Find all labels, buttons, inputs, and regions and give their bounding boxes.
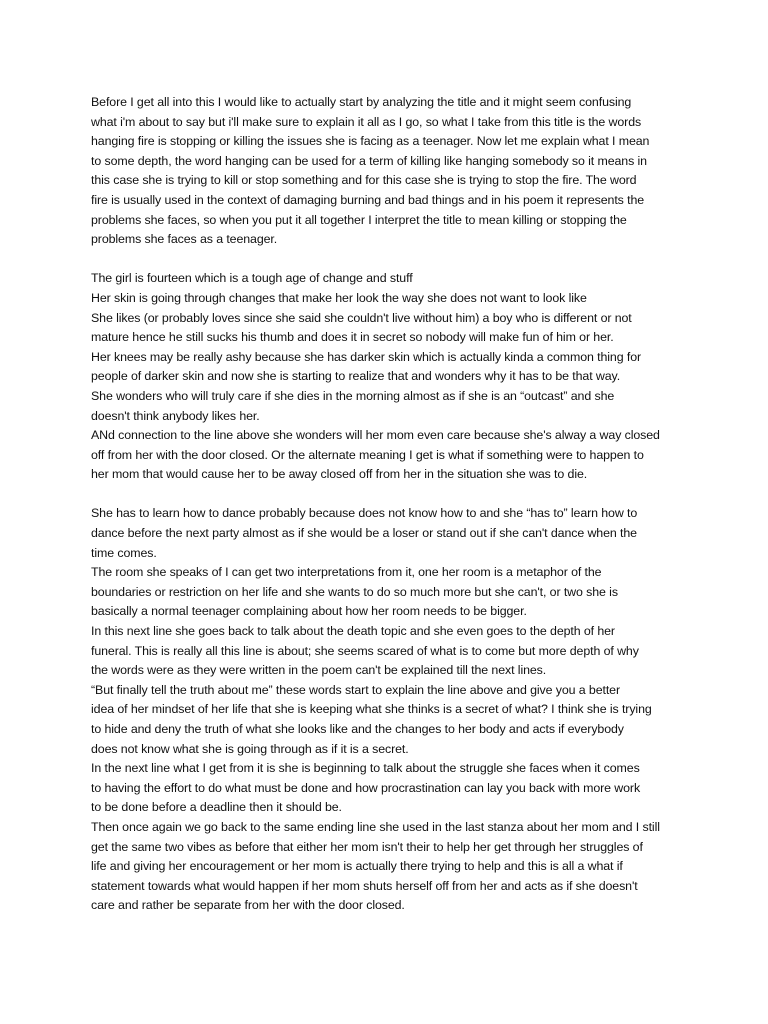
paragraph-second-stanza: She has to learn how to dance probably because does not know how to and she “has to” learn how to dance before the next party almost as if she would be a loser or stand out if she can't dance when the time comes. The room she speaks of I can get two interpretations from it, one her room is a metaphor of the boundaries or restriction on her life and she wants to do so much more but she can't, or two she is basically a normal teenager complaining about how her room needs to be bigger. In this next line she goes back to talk about the death topic and she even goes to the depth of her funeral. This is really all this line is about; she seems scared of what is to come but more depth of why the words were as they were written in the poem can't be explained till the next lines. “But finally tell the truth about me” these words start to explain the line above and give you a better idea of her mindset of her life that she is keeping what she thinks is a secret of what? I think she is trying to hide and deny the truth of what she looks like and the changes to her body and acts if everybody does not know what she is going through as if it is a secret. In the next line what I get from it is she is beginning to talk about the struggle she faces when it comes to having the effort to do what must be done and how procrastination can lay you back with more work to be done before a deadline then it should be. Then once again we go back to the same ending line she used in the last stanza about her mom and I still get the same two vibes as before that either her mom isn't their to help her get through her struggles of life and giving her encouragement or her mom is actually there trying to help and this is all a what if statement towards what would happen if her mom shuts herself off from her and acts as if she doesn't care and rather be separate from her with the door closed.	[91, 506, 660, 913]
paragraph-title-analysis: Before I get all into this I would like to actually start by analyzing the title and it might seem confusing what i'm about to say but i'll make sure to explain it all as I go, so what I take from this title is the words hanging fire is stopping or killing the issues she is facing as a teenager. Now let me explain what I mean to some depth, the word hanging can be used for a term of killing like hanging somebody so it means in this case she is trying to kill or stop something and for this case she is trying to stop the fire. The word fire is usually used in the context of damaging burning and bad things and in his poem it represents the problems she faces, so when you put it all together I interpret the title to mean killing or stopping the problems she faces as a teenager.	[91, 95, 650, 247]
paragraph-spacer	[91, 250, 708, 270]
paragraph-first-stanza: The girl is fourteen which is a tough age of change and stuff Her skin is going through changes that make her look the way she does not want to look like She likes (or probably loves since she said she couldn't live without him) a boy who is different or not mature hence he still sucks his thumb and does it in secret so nobody will make fun of him or her. Her knees may be really ashy because she has darker skin which is actually kinda a common thing for people of darker skin and now she is starting to realize that and wonders why it has to be that way. She wonders who will truly care if she dies in the morning almost as if she is an “outcast” and she doesn't think anybody likes her. ANd connection to the line above she wonders will her mom even care because she's alway a way closed off from her with the door closed. Or the alternate meaning I get is what if something were to happen to her mom that would cause her to be away closed off from her in the situation she was to die.	[91, 271, 660, 482]
paragraph-spacer	[91, 485, 708, 505]
